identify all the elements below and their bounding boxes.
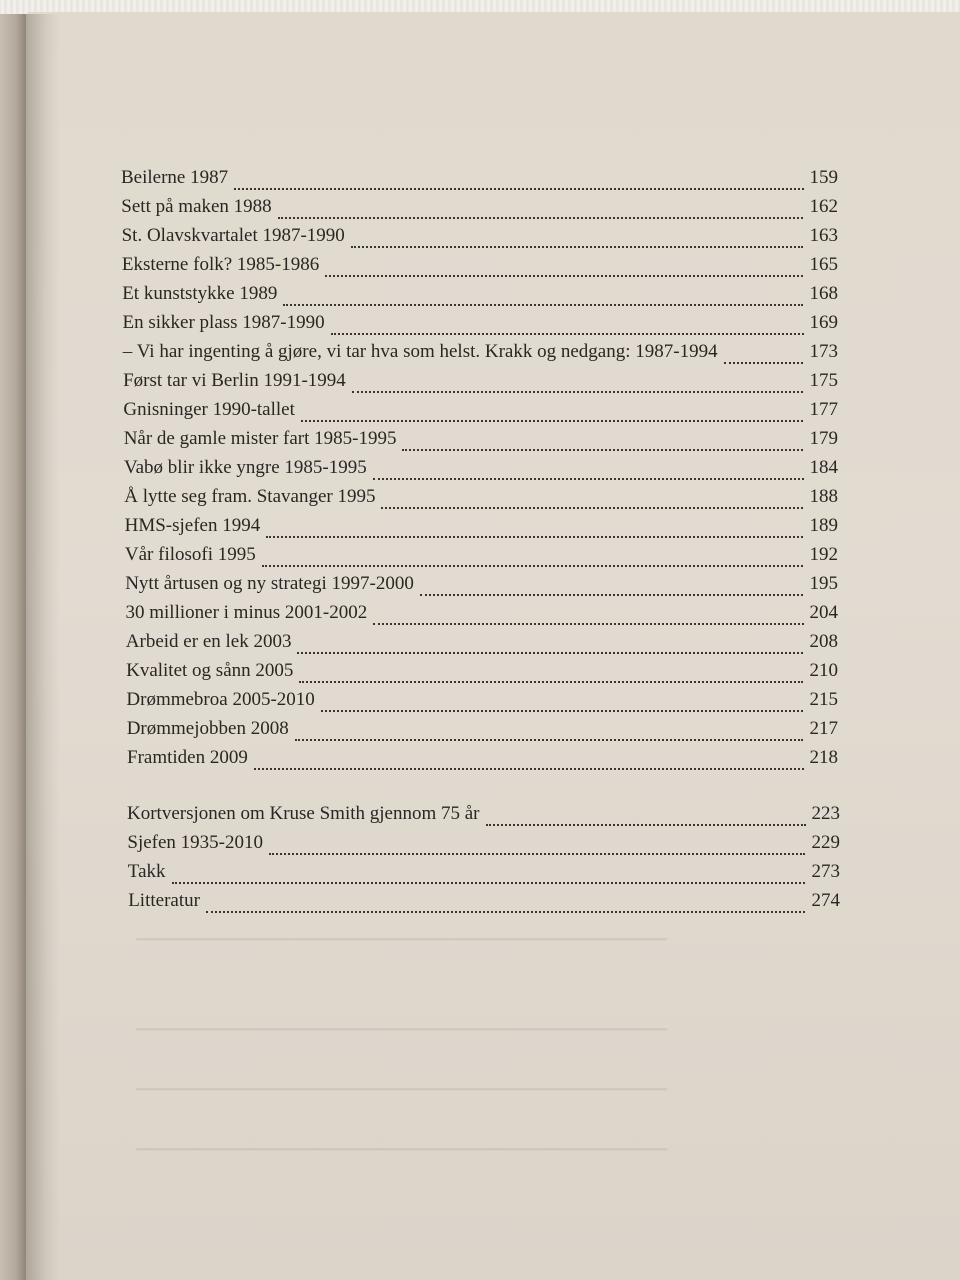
- toc-entry-page: 195: [809, 573, 838, 594]
- toc-entry-page: 173: [809, 341, 838, 362]
- toc-entry-title: Framtiden 2009: [127, 747, 248, 768]
- dot-leader: [278, 216, 804, 219]
- toc-entry-title: Vabø blir ikke yngre 1985-1995: [124, 457, 367, 478]
- toc-entry: [128, 890, 840, 918]
- dot-leader: [325, 274, 803, 277]
- toc-entry-page: 217: [809, 718, 838, 739]
- toc-entry-title: Å lytte seg fram. Stavanger 1995: [124, 486, 376, 507]
- dot-leader: [402, 448, 803, 451]
- toc-entry-page: 210: [809, 660, 838, 681]
- toc-entry: [124, 428, 838, 456]
- toc-entry: [123, 312, 839, 340]
- toc-entry: [123, 370, 838, 398]
- toc-entry: [126, 660, 838, 688]
- toc-entry-page: 273: [811, 861, 840, 882]
- dot-leader: [297, 651, 803, 654]
- toc-entry-title: Kvalitet og sånn 2005: [126, 660, 294, 681]
- toc-entry-page: 163: [809, 225, 838, 246]
- toc-entry-title: – Vi har ingenting å gjøre, vi tar hva som helst. Krakk og nedgang: 1987-1994: [122, 341, 718, 362]
- toc-entry-title: St. Olavskvartalet 1987-1990: [121, 225, 345, 246]
- toc-entry-page: 184: [809, 457, 838, 478]
- dot-leader: [486, 823, 806, 826]
- page-edge: [0, 14, 26, 1280]
- toc-entry-title: Et kunststykke 1989: [122, 283, 278, 304]
- dot-leader: [172, 881, 806, 884]
- toc-entry: [125, 515, 838, 543]
- toc-entry-page: 179: [809, 428, 838, 449]
- toc-entry: [127, 718, 838, 746]
- toc-entry: [121, 167, 838, 195]
- dot-leader: [381, 506, 803, 509]
- dot-leader: [262, 564, 804, 567]
- toc-entry-title: Arbeid er en lek 2003: [125, 631, 292, 652]
- dot-leader: [420, 593, 804, 596]
- toc-entry-page: 165: [809, 254, 838, 275]
- toc-entry-page: 168: [809, 283, 838, 304]
- toc-entry-title: Sett på maken 1988: [121, 196, 272, 217]
- toc-entry-title: Når de gamle mister fart 1985-1995: [123, 428, 397, 449]
- toc-entry: [126, 602, 839, 630]
- book-page: [26, 12, 960, 1280]
- dot-leader: [321, 709, 804, 712]
- toc-entry-page: 175: [809, 370, 838, 391]
- toc-entry-title: Eksterne folk? 1985-1986: [121, 254, 320, 275]
- toc-entry-title: Sjefen 1935-2010: [127, 832, 264, 853]
- toc-entry-page: 159: [809, 167, 838, 188]
- toc-entry: [127, 747, 838, 775]
- dot-leader: [331, 332, 804, 335]
- toc-entry: [121, 196, 838, 224]
- toc-entry-page: 189: [809, 515, 838, 536]
- show-through-text: ━━━━━━━━━━━━━━━━━━━━━━━━━━━━━━━━━━━━━━━━━━━━━━━━━━━━━━━━━━━━━━━: [136, 933, 668, 948]
- table-of-contents: [26, 12, 960, 1280]
- dot-leader: [373, 622, 803, 625]
- toc-entry: [125, 573, 838, 601]
- toc-entry-title: 30 millioner i minus 2001-2002: [125, 602, 368, 623]
- show-through-text: ━━━━━━━━━━━━━━━━━━━━━━━━━━━━━━━━━━━━━━━━━━━━━━━━━━━━━━━━━━━━━━━: [136, 1143, 668, 1158]
- toc-entry-title: HMS-sjefen 1994: [124, 515, 261, 536]
- toc-entry-title: Gnisninger 1990-tallet: [123, 399, 295, 420]
- toc-entry-page: 192: [809, 544, 838, 565]
- dot-leader: [266, 535, 803, 538]
- dot-leader: [351, 245, 804, 248]
- toc-entry-page: 223: [811, 803, 840, 824]
- toc-entry: [122, 283, 838, 311]
- dot-leader: [254, 767, 804, 770]
- toc-entry-page: 188: [809, 486, 838, 507]
- toc-entry-title: Vår filosofi 1995: [124, 544, 256, 565]
- toc-entry-title: Beilerne 1987: [121, 167, 229, 188]
- toc-entry: [127, 803, 840, 831]
- toc-entry-page: 274: [811, 890, 840, 911]
- dot-leader: [234, 187, 803, 190]
- toc-entry-title: Drømmebroa 2005-2010: [126, 689, 315, 710]
- dot-leader: [206, 910, 806, 913]
- dot-leader: [269, 852, 805, 855]
- toc-entry: [124, 457, 838, 485]
- toc-entry-title: Kortversjonen om Kruse Smith gjennom 75 år: [127, 803, 480, 824]
- toc-entry: [126, 689, 838, 717]
- toc-entry-page: 177: [809, 399, 838, 420]
- show-through-text: ━━━━━━━━━━━━━━━━━━━━━━━━━━━━━━━━━━━━━━━━━━━━━━━━━━━━━━━━━━━━━━━: [136, 1023, 668, 1038]
- toc-entry: [123, 399, 838, 427]
- toc-entry-page: 215: [809, 689, 838, 710]
- dot-leader: [283, 303, 803, 306]
- toc-entry-title: Nytt årtusen og ny strategi 1997-2000: [125, 573, 414, 594]
- toc-entry-title: Først tar vi Berlin 1991-1994: [123, 370, 346, 391]
- toc-entry: [128, 861, 840, 889]
- toc-entry-page: 208: [809, 631, 838, 652]
- dot-leader: [299, 680, 803, 683]
- dot-leader: [373, 477, 804, 480]
- dot-leader: [295, 738, 804, 741]
- toc-entry-title: Takk: [127, 861, 166, 882]
- dot-leader: [352, 390, 804, 393]
- toc-entry: [122, 225, 838, 253]
- toc-entry-page: 204: [809, 602, 838, 623]
- toc-entry: [125, 544, 838, 572]
- toc-entry-page: 218: [809, 747, 838, 768]
- gutter-shadow: [26, 14, 60, 1280]
- show-through-text: ━━━━━━━━━━━━━━━━━━━━━━━━━━━━━━━━━━━━━━━━━━━━━━━━━━━━━━━━━━━━━━━: [136, 1083, 668, 1098]
- dot-leader: [724, 361, 804, 364]
- toc-entry: [124, 486, 838, 514]
- toc-entry-page: 162: [809, 196, 838, 217]
- toc-entry-page: 169: [809, 312, 838, 333]
- toc-entry-page: 229: [811, 832, 840, 853]
- toc-entry: [123, 341, 838, 369]
- toc-entry-title: Litteratur: [128, 890, 200, 911]
- toc-entry-title: En sikker plass 1987-1990: [122, 312, 325, 333]
- toc-entry-title: Drømmejobben 2008: [126, 718, 289, 739]
- toc-entry: [127, 832, 840, 860]
- toc-entry: [122, 254, 838, 282]
- toc-entry: [126, 631, 838, 659]
- dot-leader: [301, 419, 804, 422]
